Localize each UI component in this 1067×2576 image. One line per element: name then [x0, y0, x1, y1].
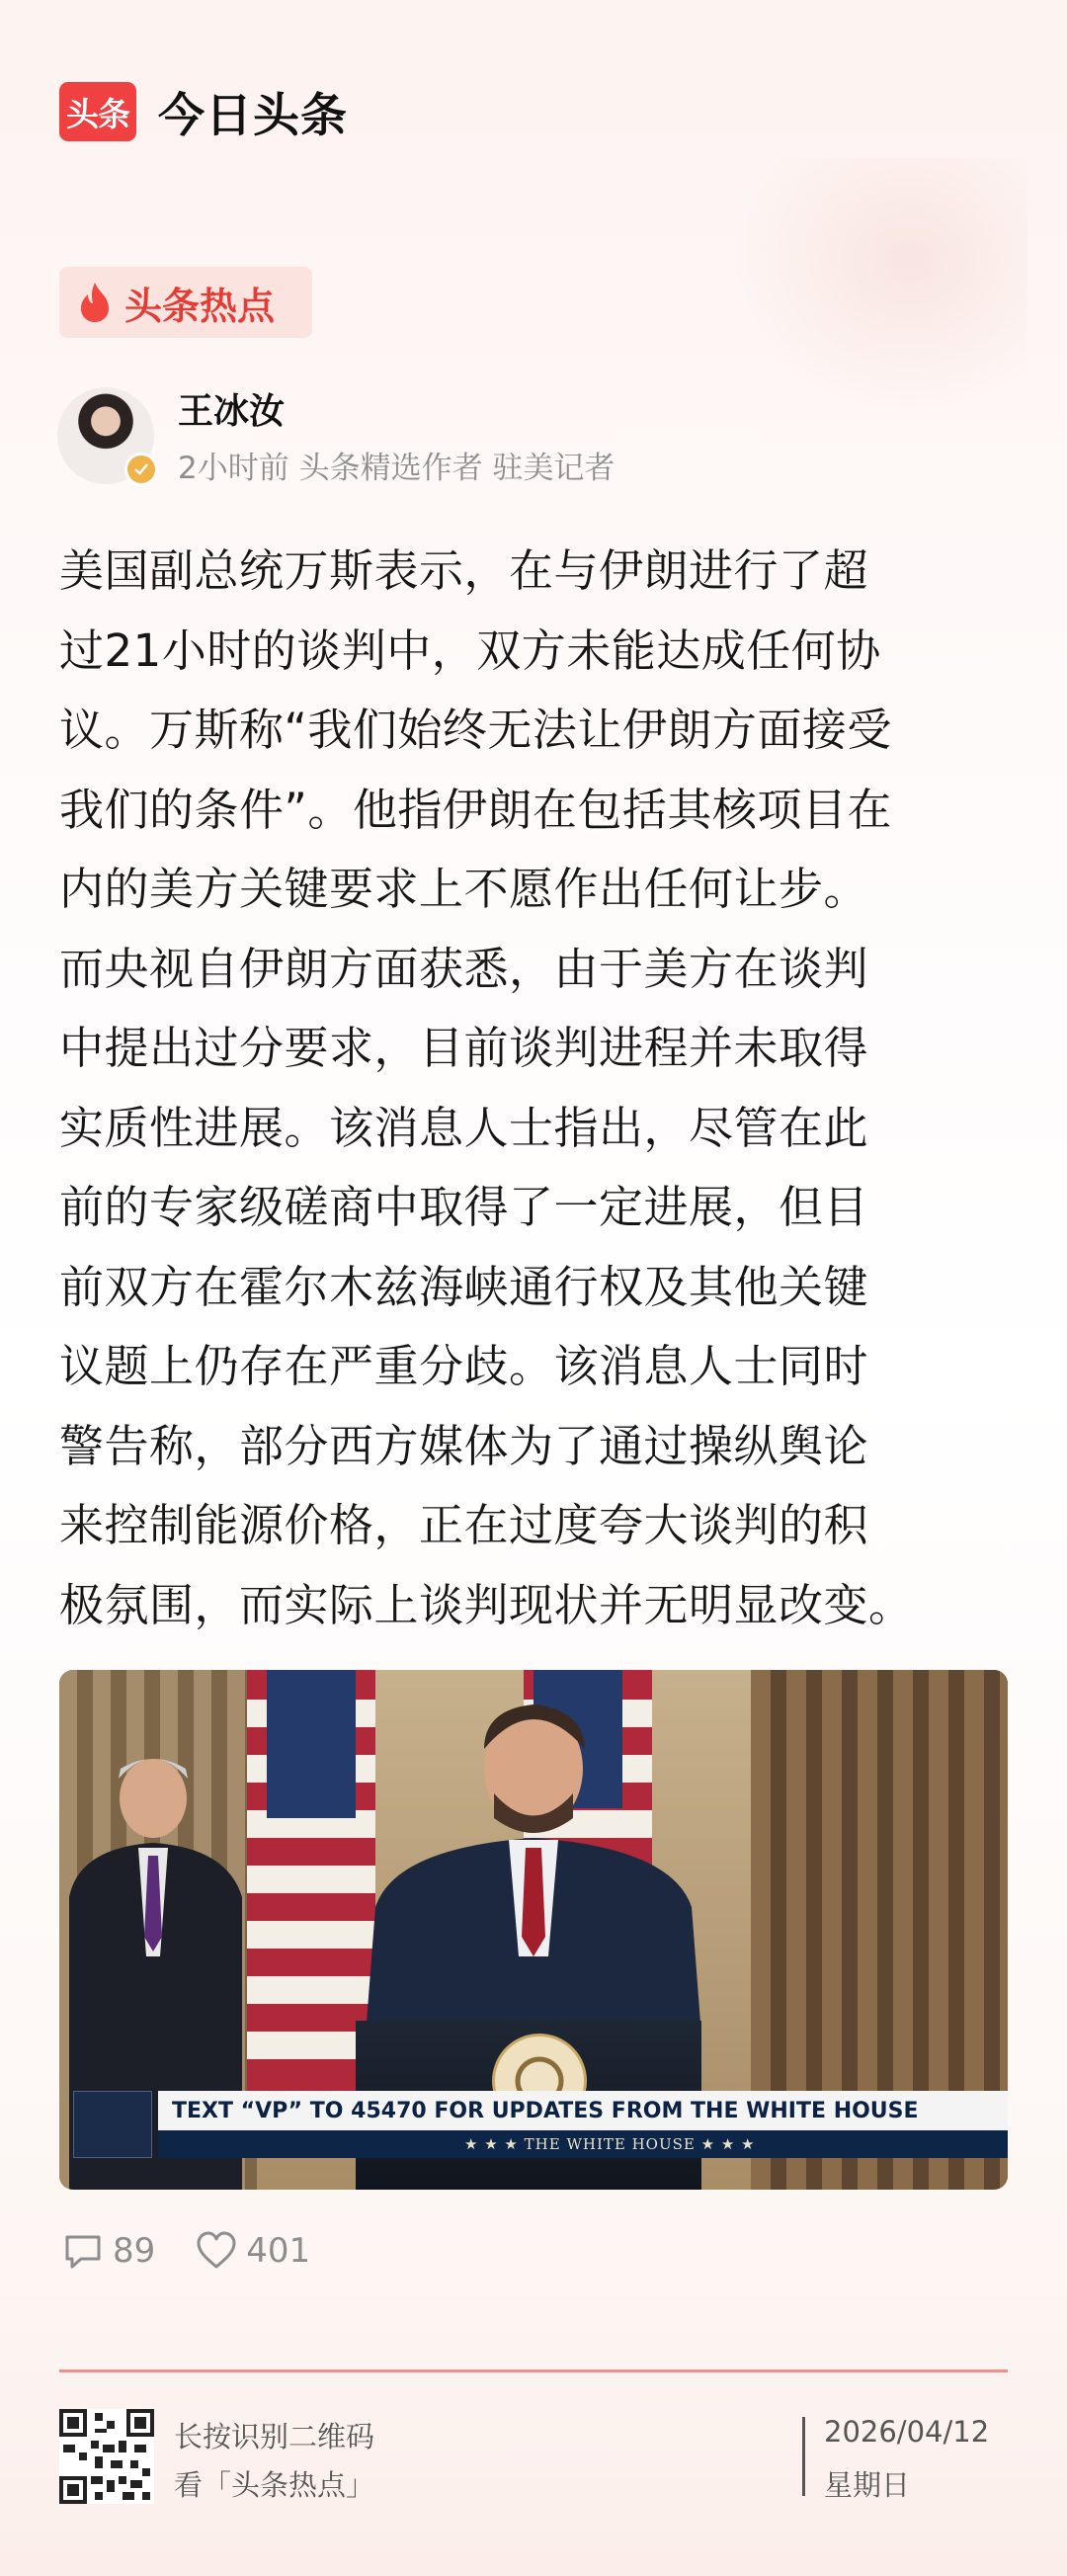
ticker-text: TEXT “VP” TO 45470 FOR UPDATES FROM THE WHITE HOUSE [158, 2091, 1008, 2130]
footer-weekday: 星期日 [824, 2468, 911, 2502]
comment-stat[interactable] [61, 2229, 155, 2273]
author-name[interactable]: 王冰汝 [178, 391, 286, 432]
footer-divider [59, 2369, 1008, 2372]
author-avatar[interactable] [57, 387, 154, 484]
footer-separator [802, 2417, 805, 2496]
background-decoration [731, 158, 1027, 415]
engagement-stats [61, 2223, 350, 2279]
qr-code-icon[interactable] [59, 2409, 154, 2504]
like-count: 401 [246, 2231, 311, 2271]
hot-topic-label: 头条热点 [124, 284, 276, 328]
comment-count: 89 [113, 2231, 156, 2271]
app-logo: 头条 [59, 82, 136, 141]
app-name: 今日头条 [158, 88, 348, 143]
news-video-image[interactable] [59, 1670, 1008, 2190]
like-stat[interactable] [195, 2229, 310, 2273]
speaker [336, 1680, 711, 2036]
article-body: 美国副总统万斯表示，在与伊朗进行了超 过21小时的谈判中，双方未能达成任何协 议。万斯称“我们始终无法让伊朗方面接受 我们的条件”。他指伊朗在包括其核项目在 内的美方关键要求上不愿作出任何让步。 而央视自伊朗方面获悉，由于美方在谈判 中提出过分要求，目前谈判进程并未取得 实质性进展。该消息人士指出，尽管在此 前的专家级磋商中取得了一定进展，但目 前双方在霍尔木兹海峡通行权及其他关键 议题上仍存在严重分歧。该消息人士同时 警告称，部分西方媒体为了通过操纵舆论 来控制能源价格，正在过度夸大谈判的积 极氛围，而实际上谈判现状并无明显改变。 [59, 544, 914, 1631]
comment-icon [61, 2229, 105, 2273]
ticker-logo [73, 2091, 152, 2158]
footer-date: 2026/04/12 [824, 2415, 990, 2449]
verified-icon [124, 453, 158, 486]
author-meta: 2小时前 头条精选作者 驻美记者 [178, 451, 616, 486]
hot-topic-badge[interactable] [59, 267, 312, 338]
ticker-subtext: ★ ★ ★ THE WHITE HOUSE ★ ★ ★ [158, 2130, 1008, 2158]
heart-icon [195, 2229, 238, 2273]
fire-icon [75, 281, 115, 324]
qr-instruction: 长按识别二维码 [174, 2420, 375, 2453]
brand-header [59, 73, 348, 150]
qr-subtitle: 看「头条热点」 [174, 2468, 375, 2502]
